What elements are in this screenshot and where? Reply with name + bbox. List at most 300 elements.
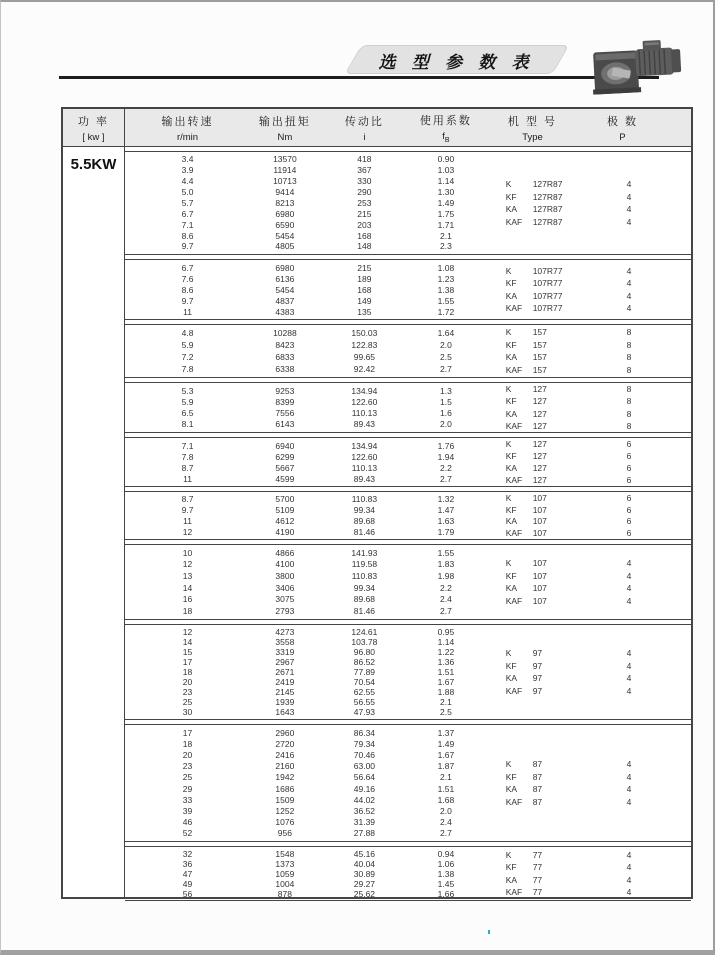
type-model: 127R87 xyxy=(532,204,563,215)
torque-value: 2145 xyxy=(275,687,295,697)
ratio-value: 168 xyxy=(357,284,372,295)
speed-value: 5.7 xyxy=(181,197,194,208)
ratio-value: 62.55 xyxy=(353,687,376,697)
type-model: 127R87 xyxy=(532,191,563,202)
type-row xyxy=(506,516,691,528)
factor-value: 0.94 xyxy=(437,849,455,859)
factor-value: 1.66 xyxy=(437,889,455,899)
type-row xyxy=(506,672,691,685)
ratio-value: 110.83 xyxy=(351,494,378,505)
torque-value: 6980 xyxy=(275,262,295,273)
speed-value: 13 xyxy=(182,571,193,582)
ratio-value: 25.62 xyxy=(353,889,376,899)
type-prefix: KF xyxy=(505,451,517,461)
type-model: 127 xyxy=(532,451,547,461)
speed-value: 18 xyxy=(182,738,193,749)
ratio-value-column xyxy=(320,545,409,619)
header-poles-unit: P xyxy=(619,131,626,143)
speed-value-column xyxy=(125,625,250,719)
speed-value: 6.7 xyxy=(181,262,194,273)
poles-value: 4 xyxy=(626,849,632,860)
factor-value-column xyxy=(409,725,483,841)
speed-value: 5.9 xyxy=(181,340,194,350)
type-row xyxy=(506,326,691,339)
torque-value: 3558 xyxy=(275,637,295,647)
header-speed xyxy=(125,109,250,146)
parameter-group xyxy=(125,846,691,901)
ratio-value: 56.64 xyxy=(353,772,376,783)
type-model: 157 xyxy=(532,339,547,350)
torque-value: 1059 xyxy=(275,869,295,879)
selection-parameter-table xyxy=(61,107,693,899)
ratio-value: 81.46 xyxy=(353,526,376,537)
torque-value: 4866 xyxy=(275,547,295,558)
torque-value: 2419 xyxy=(275,677,295,687)
torque-value: 1548 xyxy=(275,849,295,859)
poles-value: 4 xyxy=(626,303,632,314)
page-title: 选 型 参 数 表 xyxy=(378,52,535,72)
speed-value: 52 xyxy=(182,828,193,839)
factor-value: 2.0 xyxy=(439,805,452,816)
parameter-group xyxy=(125,491,691,540)
header-poles xyxy=(582,109,662,146)
ratio-value: 99.34 xyxy=(353,582,376,593)
speed-value: 17 xyxy=(182,727,193,738)
factor-value: 2.0 xyxy=(439,419,452,430)
type-row xyxy=(506,796,691,809)
header-torque xyxy=(250,109,320,146)
speed-value: 8.1 xyxy=(181,419,194,430)
type-model: 87 xyxy=(532,796,543,807)
factor-value: 2.5 xyxy=(439,707,452,717)
type-row xyxy=(506,758,691,771)
factor-value: 1.32 xyxy=(437,494,455,505)
factor-value: 1.08 xyxy=(437,262,455,273)
speed-value: 29 xyxy=(182,783,193,794)
torque-value: 13570 xyxy=(273,154,297,165)
type-row xyxy=(506,203,691,216)
speed-value: 23 xyxy=(182,687,193,697)
torque-value-column xyxy=(250,847,320,900)
type-prefix: KAF xyxy=(505,887,523,898)
type-prefix: K xyxy=(505,558,512,569)
type-row xyxy=(506,265,691,278)
type-row xyxy=(506,886,691,899)
ratio-value: 99.65 xyxy=(353,352,376,362)
torque-value-column xyxy=(250,438,320,486)
factor-value: 1.38 xyxy=(437,284,455,295)
speed-value: 7.8 xyxy=(181,364,194,374)
torque-value: 7556 xyxy=(275,408,295,419)
type-row xyxy=(506,191,691,204)
type-prefix: K xyxy=(505,648,512,659)
ratio-value: 134.94 xyxy=(351,440,378,451)
type-row xyxy=(506,408,691,420)
ratio-value: 189 xyxy=(357,273,372,284)
type-model: 97 xyxy=(532,685,543,696)
speed-value: 5.3 xyxy=(181,385,194,396)
factor-value: 2.2 xyxy=(439,582,452,593)
factor-value: 1.67 xyxy=(437,749,455,760)
poles-value: 4 xyxy=(626,648,632,659)
speed-value: 8.6 xyxy=(181,284,194,295)
factor-value: 1.47 xyxy=(437,505,455,516)
torque-value: 9253 xyxy=(275,385,295,396)
speed-value: 7.6 xyxy=(181,273,194,284)
ratio-value: 79.34 xyxy=(353,738,376,749)
type-row xyxy=(506,783,691,796)
poles-value: 8 xyxy=(626,339,632,350)
factor-value: 1.88 xyxy=(437,687,455,697)
speed-value: 33 xyxy=(182,794,193,805)
type-row xyxy=(506,647,691,660)
speed-value: 18 xyxy=(182,606,193,617)
header-torque-cn: 输出扭矩 xyxy=(258,115,311,128)
header-type-unit: Type xyxy=(522,131,543,143)
speed-value-column xyxy=(125,725,250,841)
type-column xyxy=(483,625,691,719)
factor-value: 2.4 xyxy=(439,817,452,828)
type-prefix: KAF xyxy=(505,475,523,485)
ratio-value: 89.43 xyxy=(353,419,376,430)
ratio-value-column xyxy=(320,725,409,841)
header-factor-unit: $f_B$ xyxy=(442,130,450,144)
type-row xyxy=(506,874,691,887)
ratio-value: 215 xyxy=(357,208,372,219)
speed-value-column xyxy=(125,260,250,319)
speed-value: 11 xyxy=(183,306,192,317)
type-model: 157 xyxy=(532,352,547,363)
type-row xyxy=(506,557,691,570)
torque-value: 9414 xyxy=(275,187,295,198)
poles-value: 4 xyxy=(626,290,632,301)
factor-value: 2.5 xyxy=(439,352,452,362)
torque-value: 3406 xyxy=(275,582,295,593)
type-prefix: KA xyxy=(505,352,518,363)
poles-value: 4 xyxy=(626,887,632,898)
ratio-value: 92.42 xyxy=(353,364,376,374)
ratio-value: 122.60 xyxy=(351,396,378,407)
factor-value: 2.7 xyxy=(439,364,452,374)
poles-value: 8 xyxy=(626,327,632,338)
type-row xyxy=(506,595,691,608)
torque-value: 1939 xyxy=(275,697,295,707)
speed-value: 25 xyxy=(182,772,193,783)
torque-value: 1643 xyxy=(275,707,295,717)
speed-value: 47 xyxy=(182,869,193,879)
type-prefix: KA xyxy=(505,516,518,527)
ratio-value: 149 xyxy=(357,295,372,306)
type-row xyxy=(506,290,691,303)
ratio-value: 86.52 xyxy=(353,657,376,667)
ratio-value: 215 xyxy=(357,262,372,273)
poles-value: 6 xyxy=(626,492,632,503)
torque-value: 8423 xyxy=(275,340,295,350)
poles-value: 4 xyxy=(626,191,632,202)
factor-value: 1.06 xyxy=(437,859,455,869)
speed-value: 39 xyxy=(182,805,193,816)
factor-value: 1.22 xyxy=(437,647,455,657)
factor-value: 1.51 xyxy=(437,783,455,794)
poles-value: 4 xyxy=(626,784,632,795)
table-header-right xyxy=(125,109,691,146)
speed-value: 56 xyxy=(182,889,193,899)
ratio-value: 122.83 xyxy=(351,340,378,350)
torque-value: 6940 xyxy=(275,440,295,451)
type-prefix: K xyxy=(505,384,512,395)
ratio-value: 110.13 xyxy=(351,408,378,419)
type-prefix: KAF xyxy=(505,303,523,314)
torque-value: 4837 xyxy=(275,295,295,306)
speed-value-column xyxy=(125,383,250,432)
ratio-value: 86.34 xyxy=(353,727,376,738)
speed-value: 7.1 xyxy=(181,219,194,230)
speed-value: 11 xyxy=(183,473,192,484)
poles-value: 6 xyxy=(626,439,632,449)
torque-value: 1004 xyxy=(275,879,295,889)
torque-value: 5667 xyxy=(275,462,295,473)
page-artifact-dot xyxy=(488,930,490,934)
speed-value: 4.8 xyxy=(181,328,194,338)
speed-value-column xyxy=(125,847,250,900)
table-header xyxy=(63,109,691,147)
poles-value: 8 xyxy=(626,396,632,407)
factor-value-column xyxy=(409,383,483,432)
parameter-group xyxy=(125,437,691,487)
torque-value: 3800 xyxy=(275,571,295,582)
ratio-value-column xyxy=(320,383,409,432)
ratio-value: 77.89 xyxy=(353,667,376,677)
type-row xyxy=(506,527,691,539)
type-row xyxy=(506,351,691,364)
type-model: 97 xyxy=(532,660,543,671)
speed-value: 32 xyxy=(182,849,193,859)
speed-value: 12 xyxy=(182,559,193,570)
type-prefix: KF xyxy=(505,771,517,782)
parameter-group xyxy=(125,259,691,320)
type-model: 127 xyxy=(532,396,547,407)
ratio-value: 110.83 xyxy=(351,571,378,582)
ratio-value: 134.94 xyxy=(351,385,378,396)
torque-value: 878 xyxy=(277,889,292,899)
table-body-groups xyxy=(125,147,691,899)
type-row xyxy=(506,660,691,673)
parameter-group xyxy=(125,324,691,378)
speed-value: 11 xyxy=(183,515,192,526)
header-type-cn: 机 型 号 xyxy=(507,115,558,128)
torque-value: 1373 xyxy=(275,859,295,869)
type-prefix: KAF xyxy=(505,685,523,696)
poles-value: 4 xyxy=(626,862,632,873)
type-row xyxy=(506,450,691,462)
speed-value: 8.6 xyxy=(181,230,194,241)
type-model: 107 xyxy=(532,504,547,515)
factor-value: 1.37 xyxy=(437,727,455,738)
torque-value: 4100 xyxy=(275,559,295,570)
factor-value-column xyxy=(409,492,483,539)
header-type xyxy=(483,109,583,146)
type-row xyxy=(506,474,691,486)
header-torque-unit: Nm xyxy=(277,131,293,143)
type-row xyxy=(506,277,691,290)
torque-value-column xyxy=(250,625,320,719)
poles-value: 8 xyxy=(626,420,632,431)
torque-value: 4273 xyxy=(275,627,295,637)
torque-value: 1686 xyxy=(275,783,295,794)
table-body xyxy=(63,147,691,899)
factor-value: 1.72 xyxy=(437,306,455,317)
type-model: 127 xyxy=(532,408,547,419)
factor-value: 2.1 xyxy=(439,697,452,707)
poles-value: 4 xyxy=(626,570,632,581)
torque-value: 10288 xyxy=(273,328,297,338)
ratio-value: 148 xyxy=(357,241,372,252)
type-prefix: K xyxy=(505,265,512,276)
type-row xyxy=(506,582,691,595)
poles-value: 6 xyxy=(626,504,632,515)
poles-value: 4 xyxy=(626,759,632,770)
factor-value: 2.4 xyxy=(439,594,452,605)
ratio-value: 40.04 xyxy=(353,859,376,869)
ratio-value-column xyxy=(320,438,409,486)
ratio-value: 99.34 xyxy=(353,505,376,516)
speed-value: 7.2 xyxy=(181,352,194,362)
torque-value-column xyxy=(250,545,320,619)
type-prefix: KAF xyxy=(505,796,523,807)
torque-value-column xyxy=(250,725,320,841)
speed-value: 25 xyxy=(182,697,193,707)
speed-value: 36 xyxy=(182,859,193,869)
poles-value: 4 xyxy=(626,583,632,594)
parameter-group xyxy=(125,724,691,842)
poles-value: 8 xyxy=(626,384,632,395)
torque-value: 6590 xyxy=(275,219,295,230)
torque-value: 2960 xyxy=(275,727,295,738)
speed-value: 49 xyxy=(182,879,193,889)
type-model: 77 xyxy=(532,887,543,898)
type-prefix: KA xyxy=(505,583,518,594)
type-row xyxy=(506,438,691,450)
ratio-value: 47.93 xyxy=(353,707,376,717)
factor-value: 1.3 xyxy=(439,385,452,396)
factor-value: 1.14 xyxy=(437,637,455,647)
speed-value: 14 xyxy=(182,582,193,593)
poles-value: 4 xyxy=(626,204,632,215)
ratio-value: 36.52 xyxy=(353,805,376,816)
torque-value: 4805 xyxy=(275,241,295,252)
type-model: 87 xyxy=(532,771,543,782)
factor-value-column xyxy=(409,325,483,377)
ratio-value: 27.88 xyxy=(353,828,376,839)
speed-value: 9.7 xyxy=(181,505,194,516)
torque-value: 5700 xyxy=(275,494,295,505)
type-row xyxy=(506,462,691,474)
speed-value-column xyxy=(125,438,250,486)
ratio-value: 70.46 xyxy=(353,749,376,760)
ratio-value-column xyxy=(320,492,409,539)
factor-value: 1.49 xyxy=(437,197,455,208)
type-model: 87 xyxy=(532,784,543,795)
ratio-value: 110.13 xyxy=(351,462,378,473)
factor-value: 1.49 xyxy=(437,738,455,749)
speed-value: 18 xyxy=(182,667,193,677)
factor-value: 1.5 xyxy=(439,396,452,407)
poles-value: 6 xyxy=(626,516,632,527)
type-prefix: KA xyxy=(505,290,518,301)
power-column xyxy=(63,147,125,899)
factor-value: 2.7 xyxy=(439,828,452,839)
type-row xyxy=(506,178,691,191)
ratio-value: 81.46 xyxy=(353,606,376,617)
type-prefix: KA xyxy=(505,784,518,795)
factor-value: 1.75 xyxy=(437,208,455,219)
speed-value: 23 xyxy=(182,761,193,772)
ratio-value: 253 xyxy=(357,197,372,208)
torque-value: 3075 xyxy=(275,594,295,605)
type-column xyxy=(483,260,691,319)
speed-value: 17 xyxy=(182,657,193,667)
speed-value: 12 xyxy=(182,627,193,637)
type-row xyxy=(506,685,691,698)
ratio-value: 29.27 xyxy=(353,879,376,889)
poles-value: 8 xyxy=(626,364,632,375)
type-column xyxy=(483,325,691,377)
speed-value: 3.4 xyxy=(181,154,194,165)
header-ratio xyxy=(320,109,409,146)
type-prefix: K xyxy=(505,327,512,338)
type-row xyxy=(506,364,691,377)
factor-value: 1.76 xyxy=(437,440,455,451)
torque-value-column xyxy=(250,325,320,377)
type-prefix: K xyxy=(505,179,512,190)
type-model: 127 xyxy=(532,439,547,449)
type-prefix: KF xyxy=(505,396,517,407)
type-model: 127 xyxy=(532,475,547,485)
poles-value: 4 xyxy=(626,660,632,671)
speed-value: 3.9 xyxy=(181,165,194,176)
type-prefix: K xyxy=(505,492,512,503)
type-row xyxy=(506,420,691,432)
poles-value: 4 xyxy=(626,278,632,289)
poles-value: 8 xyxy=(626,352,632,363)
type-prefix: K xyxy=(505,849,512,860)
type-prefix: KF xyxy=(505,278,517,289)
header-factor-cn: 使用系数 xyxy=(419,114,472,127)
factor-value: 1.14 xyxy=(437,176,455,187)
ratio-value: 89.68 xyxy=(353,594,376,605)
ratio-value: 203 xyxy=(357,219,372,230)
type-model: 107R77 xyxy=(532,265,563,276)
header-power-cn: 功 率 xyxy=(77,115,110,128)
factor-value: 2.3 xyxy=(439,241,452,252)
type-prefix: KA xyxy=(505,874,518,885)
type-prefix: KA xyxy=(505,673,518,684)
torque-value: 4599 xyxy=(275,473,295,484)
torque-value: 5454 xyxy=(275,230,295,241)
torque-value: 1942 xyxy=(275,772,295,783)
gearmotor-illustration xyxy=(588,37,698,101)
factor-value: 1.03 xyxy=(437,165,455,176)
torque-value: 8213 xyxy=(275,197,295,208)
torque-value-column xyxy=(250,383,320,432)
poles-value: 4 xyxy=(626,874,632,885)
type-prefix: KAF xyxy=(505,216,523,227)
type-model: 77 xyxy=(532,849,543,860)
ratio-value: 96.80 xyxy=(353,647,376,657)
type-prefix: KF xyxy=(505,862,517,873)
ratio-value: 56.55 xyxy=(353,697,376,707)
factor-value: 0.90 xyxy=(437,154,455,165)
